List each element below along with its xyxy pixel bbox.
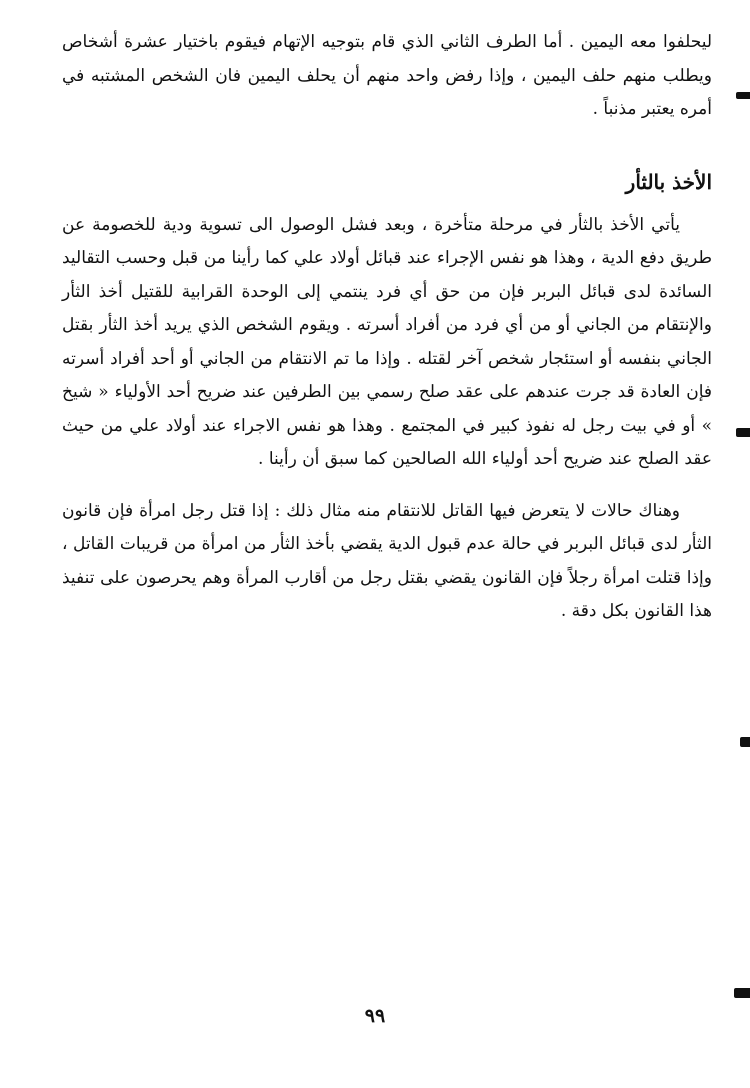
body-paragraph-1: يأتي الأخذ بالثأر في مرحلة متأخرة ، وبعد فشل الوصول الى تسوية ودية للخصومة عن طريق دفع الدية ، وهذا هو نفس الإجراء عند قبائل أولاد علي كما رأينا من قبل وحسب التقاليد السائدة لدى قبائل البربر فإن من حق أي فرد ينتمي إلى الوحدة القرابية للقتيل أخذ الثأر والإنتقام من الجاني أو من أي فرد من أفراد أسرته . ويقوم الشخص الذي يريد أخذ الثأر بقتل الجاني بنفسه أو استئجار شخص آخر لقتله . وإذا ما تم الانتقام من الجاني أو أحد أفراد أسرته فإن العادة قد جرت عندهم على عقد صلح رسمي بين الطرفين عند ضريح أحد الأولياء « شيخ » أو في بيت رجل له نفوذ كبير في المجتمع . وهذا هو نفس الاجراء عند أولاد علي من حيث عقد الصلح عند ضريح أحد أولياء الله الصالحين كما سبق أن رأينا .: [62, 214, 712, 469]
body-paragraph-2: وهناك حالات لا يتعرض فيها القاتل للانتقام منه مثال ذلك : إذا قتل رجل امرأة فإن قانون الثأر لدى قبائل البربر في حالة عدم قبول الدية يقضي بأخذ الثأر من امرأة من قريبات القاتل ، وإذا قتلت امرأة رجلاً فإن القانون يقضي بقتل رجل من أقارب المرأة وهم يحرصون على تنفيذ هذا القانون بكل دقة .: [62, 500, 712, 621]
binding-mark: [736, 92, 750, 99]
binding-mark: [740, 737, 750, 747]
paragraph-gap: [62, 477, 712, 495]
opening-paragraph: ليحلفوا معه اليمين . أما الطرف الثاني الذي قام بتوجيه الإتهام فيقوم باختيار عشرة أشخاص ويطلب منهم حلف اليمين ، وإذا رفض واحد منهم أن يحلف اليمين فان الشخص المشتبه في أمره يعتبر مذنباً .: [62, 32, 712, 119]
page-body: [62, 26, 712, 629]
section-heading: الأخذ بالثأر: [625, 169, 712, 194]
binding-mark: [736, 428, 750, 437]
binding-mark: [734, 988, 750, 998]
page-number: ٩٩: [364, 1005, 386, 1027]
